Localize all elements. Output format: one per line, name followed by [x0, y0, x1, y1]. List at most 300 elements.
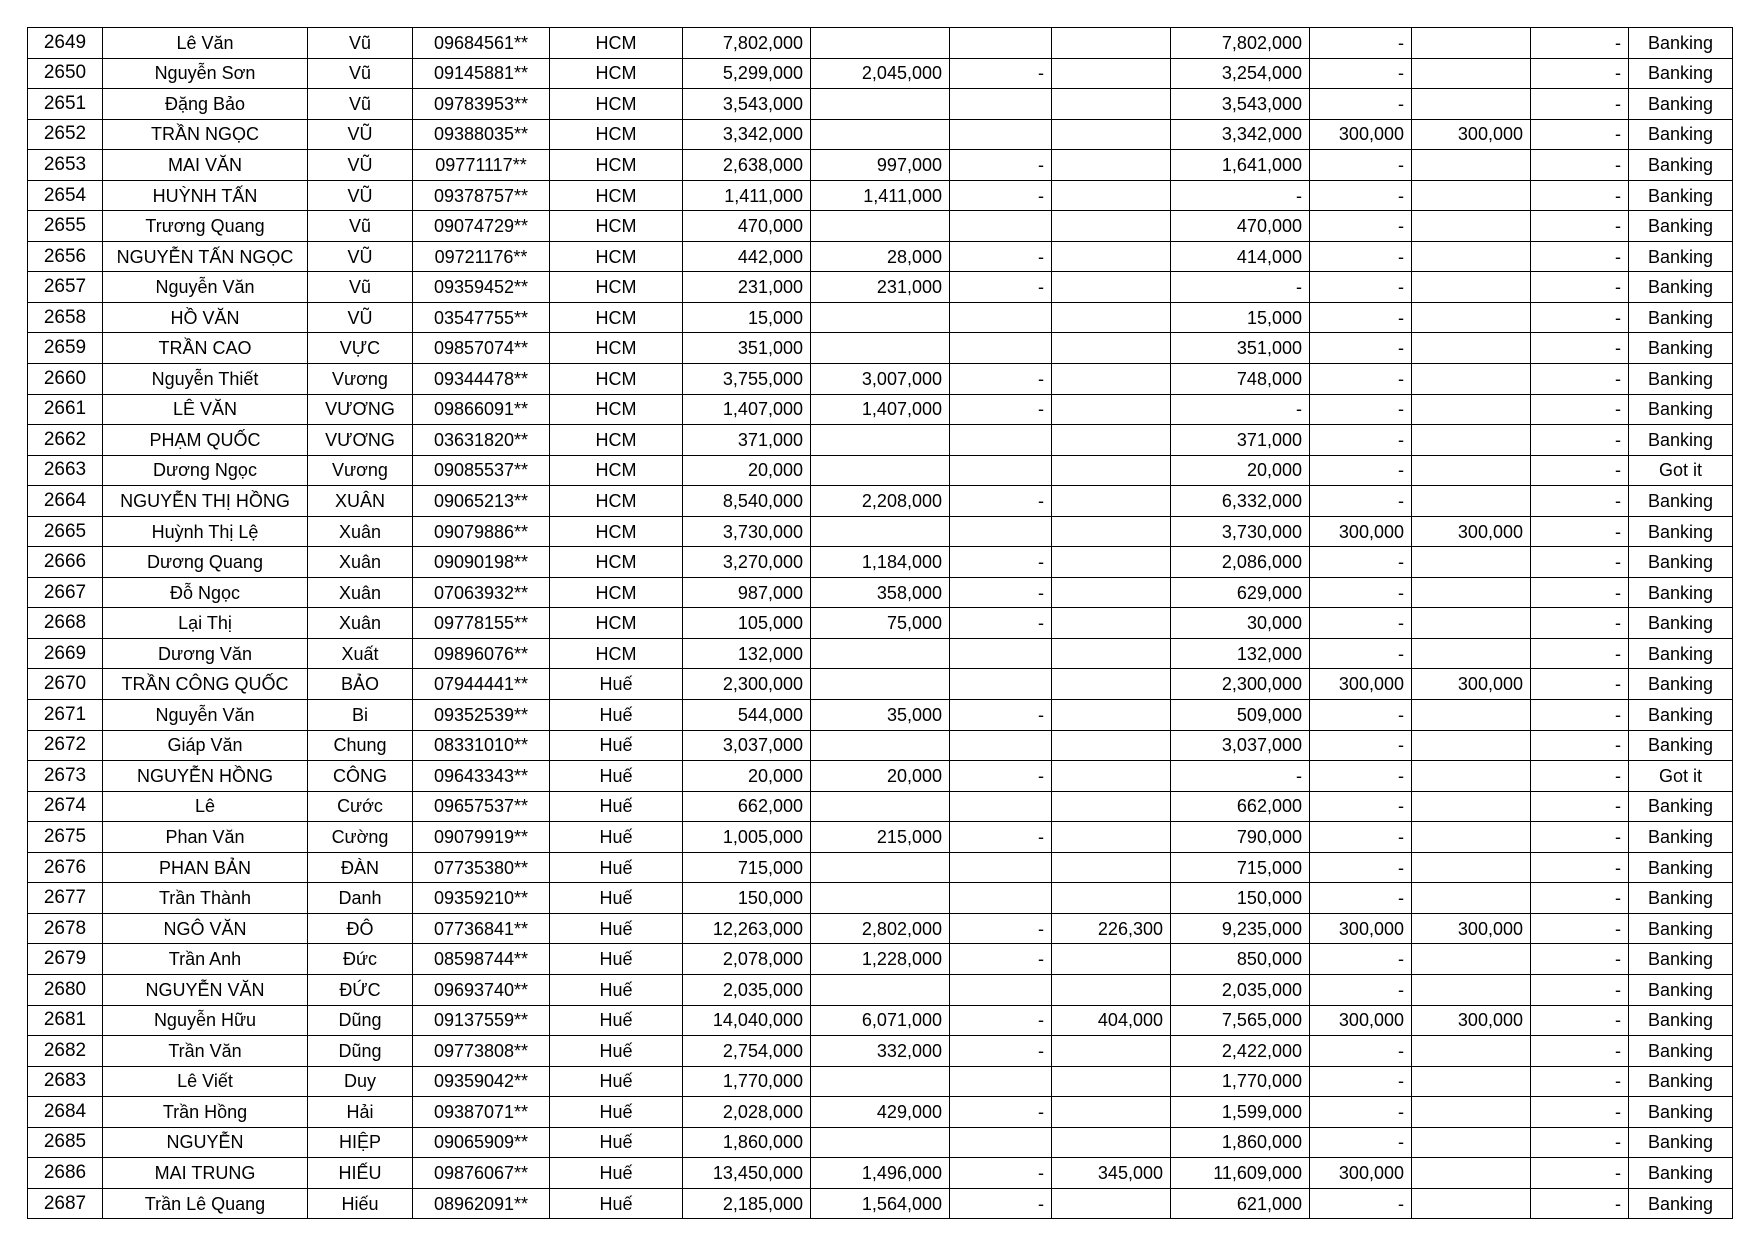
- cell-net-amount: 1,860,000: [1171, 1127, 1310, 1158]
- cell-phone: 09721176**: [413, 241, 550, 272]
- cell-net-amount: 11,609,000: [1171, 1158, 1310, 1189]
- cell-last-name: ĐÔ: [308, 913, 413, 944]
- cell-total-amount: 2,185,000: [683, 1188, 811, 1219]
- cell-deduction-amount: [811, 791, 950, 822]
- cell-tax-amount: [1052, 89, 1171, 120]
- cell-net-amount: 2,300,000: [1171, 669, 1310, 700]
- cell-deduction-dash: -: [950, 364, 1052, 395]
- cell-deduction-dash: -: [950, 1036, 1052, 1067]
- cell-last-name: Vũ: [308, 211, 413, 242]
- cell-first-name: Dương Văn: [103, 638, 308, 669]
- cell-first-name: NGUYỄN HỒNG: [103, 761, 308, 792]
- cell-bonus-amount: -: [1310, 1127, 1412, 1158]
- table-row: [28, 852, 1733, 883]
- cell-total-amount: 3,543,000: [683, 89, 811, 120]
- cell-bonus-extra: 300,000: [1412, 516, 1531, 547]
- cell-deduction-amount: 332,000: [811, 1036, 950, 1067]
- table-row: [28, 1097, 1733, 1128]
- cell-total-amount: 715,000: [683, 852, 811, 883]
- cell-last-name: Dũng: [308, 1005, 413, 1036]
- cell-tax-amount: [1052, 180, 1171, 211]
- cell-adjustment: -: [1531, 425, 1629, 456]
- cell-tax-amount: [1052, 516, 1171, 547]
- cell-adjustment: -: [1531, 455, 1629, 486]
- cell-bonus-amount: 300,000: [1310, 119, 1412, 150]
- cell-bonus-extra: [1412, 577, 1531, 608]
- cell-adjustment: -: [1531, 211, 1629, 242]
- cell-phone: 09771117**: [413, 150, 550, 181]
- table-row: [28, 913, 1733, 944]
- cell-row-number: 2682: [28, 1036, 103, 1067]
- cell-payment-method: Banking: [1629, 944, 1733, 975]
- cell-phone: 09065909**: [413, 1127, 550, 1158]
- cell-net-amount: 3,037,000: [1171, 730, 1310, 761]
- cell-deduction-amount: [811, 211, 950, 242]
- cell-last-name: BẢO: [308, 669, 413, 700]
- cell-bonus-extra: [1412, 333, 1531, 364]
- cell-first-name: Nguyễn Hữu: [103, 1005, 308, 1036]
- cell-city: HCM: [550, 272, 683, 303]
- cell-bonus-extra: [1412, 211, 1531, 242]
- cell-city: Huế: [550, 1005, 683, 1036]
- cell-adjustment: -: [1531, 791, 1629, 822]
- cell-total-amount: 2,028,000: [683, 1097, 811, 1128]
- cell-last-name: VŨ: [308, 150, 413, 181]
- cell-last-name: VƯƠNG: [308, 394, 413, 425]
- cell-bonus-extra: [1412, 58, 1531, 89]
- cell-tax-amount: [1052, 944, 1171, 975]
- cell-bonus-amount: -: [1310, 425, 1412, 456]
- cell-deduction-dash: [950, 852, 1052, 883]
- cell-city: HCM: [550, 302, 683, 333]
- cell-city: HCM: [550, 455, 683, 486]
- cell-last-name: VƯƠNG: [308, 425, 413, 456]
- cell-total-amount: 544,000: [683, 700, 811, 731]
- cell-adjustment: -: [1531, 302, 1629, 333]
- cell-last-name: Cước: [308, 791, 413, 822]
- cell-deduction-dash: [950, 455, 1052, 486]
- cell-first-name: MAI VĂN: [103, 150, 308, 181]
- cell-deduction-dash: -: [950, 394, 1052, 425]
- cell-bonus-extra: 300,000: [1412, 1005, 1531, 1036]
- cell-city: Huế: [550, 730, 683, 761]
- cell-adjustment: -: [1531, 28, 1629, 59]
- cell-phone: 09378757**: [413, 180, 550, 211]
- cell-row-number: 2667: [28, 577, 103, 608]
- cell-tax-amount: [1052, 425, 1171, 456]
- cell-row-number: 2659: [28, 333, 103, 364]
- cell-net-amount: 132,000: [1171, 638, 1310, 669]
- cell-payment-method: Banking: [1629, 89, 1733, 120]
- cell-city: HCM: [550, 577, 683, 608]
- cell-tax-amount: [1052, 883, 1171, 914]
- table-row: [28, 425, 1733, 456]
- cell-deduction-dash: -: [950, 180, 1052, 211]
- cell-payment-method: Banking: [1629, 516, 1733, 547]
- cell-phone: 09344478**: [413, 364, 550, 395]
- cell-payment-method: Banking: [1629, 791, 1733, 822]
- cell-deduction-amount: [811, 333, 950, 364]
- cell-bonus-amount: -: [1310, 211, 1412, 242]
- payment-table: [27, 27, 1733, 1219]
- cell-payment-method: Banking: [1629, 1005, 1733, 1036]
- cell-first-name: Dương Quang: [103, 547, 308, 578]
- cell-net-amount: -: [1171, 394, 1310, 425]
- cell-bonus-extra: [1412, 272, 1531, 303]
- cell-payment-method: Banking: [1629, 608, 1733, 639]
- cell-deduction-amount: [811, 425, 950, 456]
- cell-net-amount: 1,770,000: [1171, 1066, 1310, 1097]
- cell-deduction-amount: 1,184,000: [811, 547, 950, 578]
- cell-net-amount: -: [1171, 761, 1310, 792]
- cell-payment-method: Banking: [1629, 180, 1733, 211]
- table-row: [28, 89, 1733, 120]
- cell-last-name: VŨ: [308, 241, 413, 272]
- cell-deduction-dash: -: [950, 944, 1052, 975]
- cell-tax-amount: [1052, 364, 1171, 395]
- cell-tax-amount: [1052, 1188, 1171, 1219]
- cell-payment-method: Banking: [1629, 425, 1733, 456]
- cell-deduction-dash: [950, 89, 1052, 120]
- cell-net-amount: 2,086,000: [1171, 547, 1310, 578]
- cell-phone: 09074729**: [413, 211, 550, 242]
- cell-payment-method: Banking: [1629, 1158, 1733, 1189]
- table-row: [28, 394, 1733, 425]
- cell-payment-method: Banking: [1629, 1036, 1733, 1067]
- cell-adjustment: -: [1531, 730, 1629, 761]
- cell-city: HCM: [550, 28, 683, 59]
- cell-adjustment: -: [1531, 333, 1629, 364]
- cell-city: HCM: [550, 180, 683, 211]
- cell-last-name: Danh: [308, 883, 413, 914]
- table-row: [28, 974, 1733, 1005]
- cell-row-number: 2666: [28, 547, 103, 578]
- cell-payment-method: Banking: [1629, 241, 1733, 272]
- cell-adjustment: -: [1531, 944, 1629, 975]
- cell-deduction-amount: [811, 1127, 950, 1158]
- cell-payment-method: Banking: [1629, 1127, 1733, 1158]
- cell-deduction-amount: 231,000: [811, 272, 950, 303]
- cell-row-number: 2664: [28, 486, 103, 517]
- cell-last-name: Cường: [308, 822, 413, 853]
- cell-city: HCM: [550, 608, 683, 639]
- cell-phone: 09359210**: [413, 883, 550, 914]
- cell-bonus-extra: [1412, 547, 1531, 578]
- cell-tax-amount: [1052, 761, 1171, 792]
- cell-net-amount: 3,543,000: [1171, 89, 1310, 120]
- cell-bonus-extra: [1412, 883, 1531, 914]
- cell-first-name: MAI TRUNG: [103, 1158, 308, 1189]
- cell-tax-amount: [1052, 150, 1171, 181]
- cell-total-amount: 1,005,000: [683, 822, 811, 853]
- cell-tax-amount: [1052, 791, 1171, 822]
- cell-deduction-amount: [811, 730, 950, 761]
- cell-bonus-extra: [1412, 394, 1531, 425]
- cell-city: HCM: [550, 241, 683, 272]
- cell-total-amount: 7,802,000: [683, 28, 811, 59]
- cell-bonus-extra: [1412, 791, 1531, 822]
- cell-first-name: Nguyễn Thiết: [103, 364, 308, 395]
- cell-row-number: 2657: [28, 272, 103, 303]
- table-row: [28, 883, 1733, 914]
- cell-city: HCM: [550, 486, 683, 517]
- cell-deduction-dash: -: [950, 822, 1052, 853]
- cell-phone: 09079919**: [413, 822, 550, 853]
- cell-total-amount: 20,000: [683, 761, 811, 792]
- cell-payment-method: Banking: [1629, 974, 1733, 1005]
- cell-first-name: PHẠM QUỐC: [103, 425, 308, 456]
- cell-row-number: 2686: [28, 1158, 103, 1189]
- cell-last-name: ĐÀN: [308, 852, 413, 883]
- cell-city: Huế: [550, 852, 683, 883]
- cell-bonus-amount: -: [1310, 944, 1412, 975]
- cell-first-name: HUỲNH TẤN: [103, 180, 308, 211]
- cell-row-number: 2662: [28, 425, 103, 456]
- table-row: [28, 761, 1733, 792]
- cell-first-name: Lê: [103, 791, 308, 822]
- cell-row-number: 2651: [28, 89, 103, 120]
- cell-total-amount: 470,000: [683, 211, 811, 242]
- cell-city: Huế: [550, 1127, 683, 1158]
- cell-phone: 09145881**: [413, 58, 550, 89]
- cell-phone: 09643343**: [413, 761, 550, 792]
- cell-bonus-extra: [1412, 608, 1531, 639]
- cell-deduction-amount: [811, 28, 950, 59]
- cell-deduction-dash: -: [950, 58, 1052, 89]
- cell-row-number: 2652: [28, 119, 103, 150]
- cell-last-name: Xuân: [308, 577, 413, 608]
- cell-net-amount: 790,000: [1171, 822, 1310, 853]
- table-row: [28, 455, 1733, 486]
- table-row: [28, 822, 1733, 853]
- cell-first-name: TRẦN CÔNG QUỐC: [103, 669, 308, 700]
- cell-first-name: NGUYỄN: [103, 1127, 308, 1158]
- cell-bonus-extra: [1412, 28, 1531, 59]
- table-row: [28, 272, 1733, 303]
- cell-bonus-extra: [1412, 1188, 1531, 1219]
- cell-net-amount: 3,254,000: [1171, 58, 1310, 89]
- cell-row-number: 2665: [28, 516, 103, 547]
- cell-deduction-dash: -: [950, 1005, 1052, 1036]
- cell-city: HCM: [550, 638, 683, 669]
- cell-phone: 09866091**: [413, 394, 550, 425]
- cell-deduction-amount: [811, 455, 950, 486]
- cell-row-number: 2679: [28, 944, 103, 975]
- table-row: [28, 241, 1733, 272]
- table-row: [28, 577, 1733, 608]
- cell-total-amount: 351,000: [683, 333, 811, 364]
- cell-bonus-amount: -: [1310, 547, 1412, 578]
- cell-deduction-amount: [811, 638, 950, 669]
- cell-net-amount: 414,000: [1171, 241, 1310, 272]
- cell-payment-method: Banking: [1629, 211, 1733, 242]
- cell-row-number: 2685: [28, 1127, 103, 1158]
- cell-net-amount: 715,000: [1171, 852, 1310, 883]
- cell-net-amount: 6,332,000: [1171, 486, 1310, 517]
- cell-last-name: Xuân: [308, 547, 413, 578]
- cell-first-name: NGUYỄN TẤN NGỌC: [103, 241, 308, 272]
- cell-phone: 09079886**: [413, 516, 550, 547]
- cell-deduction-dash: -: [950, 241, 1052, 272]
- cell-first-name: Trần Văn: [103, 1036, 308, 1067]
- cell-tax-amount: [1052, 638, 1171, 669]
- cell-last-name: HIẾU: [308, 1158, 413, 1189]
- cell-phone: 09090198**: [413, 547, 550, 578]
- cell-deduction-dash: -: [950, 486, 1052, 517]
- cell-bonus-amount: -: [1310, 608, 1412, 639]
- cell-adjustment: -: [1531, 1188, 1629, 1219]
- cell-adjustment: -: [1531, 974, 1629, 1005]
- cell-bonus-amount: 300,000: [1310, 669, 1412, 700]
- cell-net-amount: 2,035,000: [1171, 974, 1310, 1005]
- cell-first-name: Huỳnh Thị Lệ: [103, 516, 308, 547]
- cell-deduction-amount: 2,045,000: [811, 58, 950, 89]
- cell-total-amount: 987,000: [683, 577, 811, 608]
- cell-bonus-amount: -: [1310, 822, 1412, 853]
- cell-phone: 09773808**: [413, 1036, 550, 1067]
- cell-tax-amount: [1052, 1097, 1171, 1128]
- table-row: [28, 516, 1733, 547]
- cell-deduction-dash: [950, 730, 1052, 761]
- cell-payment-method: Got it: [1629, 761, 1733, 792]
- cell-total-amount: 2,035,000: [683, 974, 811, 1005]
- cell-phone: 07944441**: [413, 669, 550, 700]
- cell-bonus-extra: [1412, 700, 1531, 731]
- cell-payment-method: Banking: [1629, 302, 1733, 333]
- cell-phone: 07063932**: [413, 577, 550, 608]
- cell-bonus-amount: 300,000: [1310, 516, 1412, 547]
- cell-bonus-amount: -: [1310, 364, 1412, 395]
- cell-total-amount: 3,730,000: [683, 516, 811, 547]
- cell-row-number: 2672: [28, 730, 103, 761]
- cell-bonus-extra: [1412, 241, 1531, 272]
- cell-city: HCM: [550, 58, 683, 89]
- cell-phone: 08598744**: [413, 944, 550, 975]
- cell-first-name: HỒ VĂN: [103, 302, 308, 333]
- cell-row-number: 2684: [28, 1097, 103, 1128]
- cell-phone: 03547755**: [413, 302, 550, 333]
- cell-payment-method: Banking: [1629, 364, 1733, 395]
- cell-adjustment: -: [1531, 1127, 1629, 1158]
- cell-payment-method: Banking: [1629, 547, 1733, 578]
- cell-last-name: VŨ: [308, 180, 413, 211]
- cell-tax-amount: [1052, 394, 1171, 425]
- cell-payment-method: Banking: [1629, 669, 1733, 700]
- cell-adjustment: -: [1531, 669, 1629, 700]
- cell-payment-method: Banking: [1629, 577, 1733, 608]
- cell-net-amount: 3,342,000: [1171, 119, 1310, 150]
- cell-tax-amount: [1052, 669, 1171, 700]
- cell-total-amount: 1,407,000: [683, 394, 811, 425]
- cell-bonus-extra: 300,000: [1412, 669, 1531, 700]
- cell-adjustment: -: [1531, 761, 1629, 792]
- cell-deduction-amount: 2,208,000: [811, 486, 950, 517]
- cell-row-number: 2663: [28, 455, 103, 486]
- cell-city: HCM: [550, 150, 683, 181]
- cell-total-amount: 1,860,000: [683, 1127, 811, 1158]
- cell-deduction-dash: [950, 516, 1052, 547]
- cell-row-number: 2661: [28, 394, 103, 425]
- cell-deduction-dash: -: [950, 1158, 1052, 1189]
- cell-city: Huế: [550, 700, 683, 731]
- cell-deduction-dash: [950, 974, 1052, 1005]
- cell-bonus-amount: -: [1310, 150, 1412, 181]
- cell-phone: 08962091**: [413, 1188, 550, 1219]
- cell-first-name: Lại Thị: [103, 608, 308, 639]
- cell-first-name: Nguyễn Văn: [103, 272, 308, 303]
- cell-net-amount: 850,000: [1171, 944, 1310, 975]
- table-row: [28, 638, 1733, 669]
- cell-tax-amount: [1052, 1036, 1171, 1067]
- cell-deduction-dash: -: [950, 1097, 1052, 1128]
- cell-total-amount: 15,000: [683, 302, 811, 333]
- cell-first-name: Trần Thành: [103, 883, 308, 914]
- cell-adjustment: -: [1531, 1158, 1629, 1189]
- cell-adjustment: -: [1531, 516, 1629, 547]
- cell-city: Huế: [550, 1097, 683, 1128]
- cell-adjustment: -: [1531, 364, 1629, 395]
- cell-city: Huế: [550, 791, 683, 822]
- cell-last-name: CÔNG: [308, 761, 413, 792]
- table-row: [28, 211, 1733, 242]
- cell-row-number: 2687: [28, 1188, 103, 1219]
- cell-phone: 09137559**: [413, 1005, 550, 1036]
- cell-first-name: TRẦN NGỌC: [103, 119, 308, 150]
- cell-bonus-extra: [1412, 822, 1531, 853]
- cell-adjustment: -: [1531, 58, 1629, 89]
- table-body: [28, 28, 1733, 1219]
- cell-city: Huế: [550, 761, 683, 792]
- cell-net-amount: -: [1171, 180, 1310, 211]
- cell-phone: 09684561**: [413, 28, 550, 59]
- cell-bonus-extra: 300,000: [1412, 913, 1531, 944]
- cell-deduction-amount: 28,000: [811, 241, 950, 272]
- table-row: [28, 791, 1733, 822]
- cell-last-name: Dũng: [308, 1036, 413, 1067]
- cell-bonus-amount: -: [1310, 1066, 1412, 1097]
- cell-last-name: VŨ: [308, 119, 413, 150]
- cell-row-number: 2680: [28, 974, 103, 1005]
- cell-row-number: 2658: [28, 302, 103, 333]
- cell-first-name: NGÔ VĂN: [103, 913, 308, 944]
- cell-tax-amount: [1052, 302, 1171, 333]
- cell-bonus-amount: -: [1310, 791, 1412, 822]
- cell-payment-method: Banking: [1629, 1097, 1733, 1128]
- cell-city: HCM: [550, 364, 683, 395]
- cell-total-amount: 231,000: [683, 272, 811, 303]
- cell-first-name: Trương Quang: [103, 211, 308, 242]
- cell-tax-amount: [1052, 608, 1171, 639]
- cell-payment-method: Banking: [1629, 1066, 1733, 1097]
- cell-adjustment: -: [1531, 486, 1629, 517]
- cell-row-number: 2673: [28, 761, 103, 792]
- cell-deduction-amount: 3,007,000: [811, 364, 950, 395]
- cell-row-number: 2674: [28, 791, 103, 822]
- cell-city: Huế: [550, 1066, 683, 1097]
- cell-net-amount: 7,802,000: [1171, 28, 1310, 59]
- table-row: [28, 364, 1733, 395]
- table-row: [28, 333, 1733, 364]
- cell-phone: 09693740**: [413, 974, 550, 1005]
- cell-tax-amount: [1052, 852, 1171, 883]
- cell-bonus-amount: -: [1310, 974, 1412, 1005]
- cell-payment-method: Banking: [1629, 28, 1733, 59]
- cell-last-name: Bi: [308, 700, 413, 731]
- cell-last-name: Chung: [308, 730, 413, 761]
- cell-city: HCM: [550, 547, 683, 578]
- cell-deduction-dash: [950, 28, 1052, 59]
- cell-first-name: Trần Anh: [103, 944, 308, 975]
